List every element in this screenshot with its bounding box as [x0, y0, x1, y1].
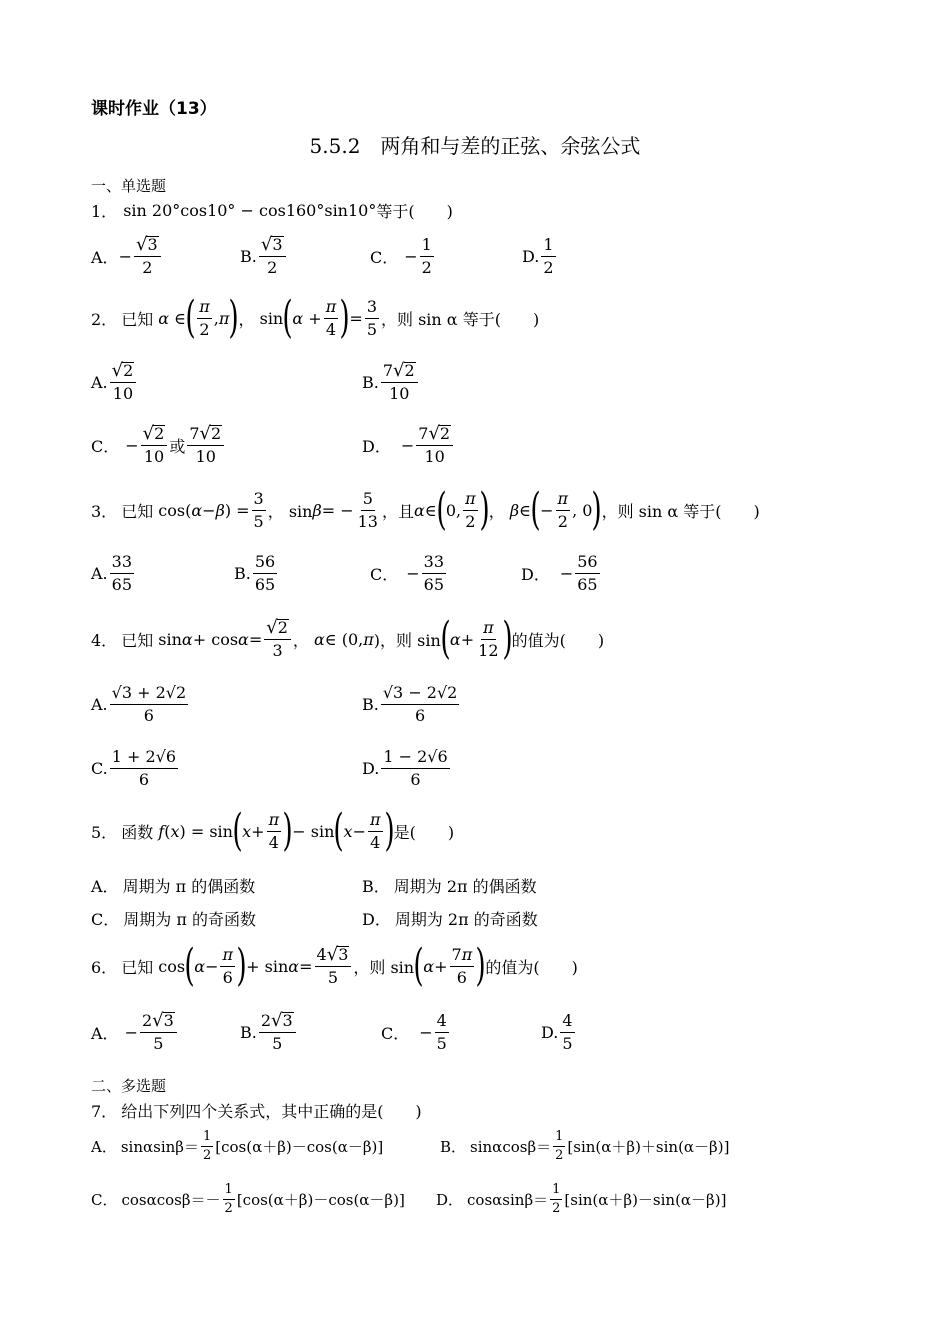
q1-option-a[interactable]: A． − √ 3 2: [91, 236, 163, 277]
q6-option-c[interactable]: C． − $\frac{4}{5}$: [381, 1011, 447, 1053]
q2-option-d[interactable]: D． − 7 √ 2 10: [362, 425, 455, 466]
q2-option-c[interactable]: C． − √ 2 10 或 7 √ 2 10: [91, 425, 226, 466]
q7-option-a[interactable]: A． sinαsinβ＝ $\frac{1}{2}$ [cos(α＋β)－cos(α－β)]: [91, 1129, 384, 1164]
section-single-choice: 一、单选题: [91, 177, 167, 195]
q6-option-b[interactable]: B. 2 √ 3 5: [240, 1012, 298, 1053]
q2-option-a[interactable]: A. √ 2 10: [91, 362, 138, 403]
q4-option-d[interactable]: D. $\frac{1 - 2√6}{6}$: [362, 747, 448, 789]
q3-option-c[interactable]: C． − $\frac{33}{65}$: [370, 552, 445, 594]
question-4: 4． 已知 sin α + cos α = √ 2 3 ， α ∈ (0, π )，则 sin ( α + $\frac{\pi}{12}$ ) 的值为( ): [91, 613, 605, 664]
q5-option-c[interactable]: C． 周期为 π 的奇函数: [91, 910, 256, 929]
question-2: 2． 已知 α ∈ ( $\frac{\pi}{2}$ , π ) ， sin ( α + $\frac{\pi}{4}$ ) = $\frac{3}{5}$ ，则 sin α 等于( ): [91, 292, 540, 343]
q6-option-d[interactable]: D. $\frac{4}{5}$: [541, 1011, 573, 1053]
q1-option-b[interactable]: B. √ 3 2: [240, 236, 288, 277]
q4-option-c[interactable]: C. $\frac{1 + 2√6}{6}$: [91, 747, 177, 789]
q3-option-d[interactable]: D． − $\frac{56}{65}$: [521, 552, 598, 594]
question-6: 6． 已知 cos ( α − $\frac{\pi}{6}$ ) + sin α = 4 √ 3 5 ，则 sin ( α + $\frac{7\pi}{6}$ ) 的值为( ): [91, 940, 578, 991]
q2-option-b[interactable]: B. 7 √ 2 10: [362, 362, 420, 403]
q5-option-b[interactable]: B． 周期为 2π 的偶函数: [362, 877, 537, 896]
q3-option-a[interactable]: A. $\frac{33}{65}$: [91, 552, 132, 594]
q5-option-a[interactable]: A． 周期为 π 的偶函数: [91, 877, 256, 896]
q7-option-b[interactable]: B． sinαcosβ＝ $\frac{1}{2}$ [sin(α＋β)＋sin(α－β)]: [440, 1129, 730, 1164]
q7-option-c[interactable]: C． cosαcosβ＝－ $\frac{1}{2}$ [cos(α＋β)－cos(α－β)]: [91, 1182, 405, 1217]
q1-option-d[interactable]: D. $\frac{1}{2}$: [522, 235, 554, 277]
question-5: 5． 函数 f ( x ) = sin ( x + $\frac{\pi}{4}$ ) − sin ( x − $\frac{\pi}{4}$ ) 是( ): [91, 805, 455, 856]
q6-option-a[interactable]: A． − 2 √ 3 5: [91, 1012, 179, 1053]
q5-option-d[interactable]: D． 周期为 2π 的奇函数: [362, 910, 538, 929]
q7-option-d[interactable]: D． cosαsinβ＝ $\frac{1}{2}$ [sin(α＋β)－sin(α－β)]: [436, 1182, 727, 1217]
question-7: 7． 给出下列四个关系式，其中正确的是( ): [91, 1102, 422, 1121]
homework-header: 课时作业（13）: [91, 99, 217, 119]
question-1: 1． sin 20°cos10° − cos160°sin10° 等于( ): [91, 201, 453, 221]
q3-option-b[interactable]: B. $\frac{56}{65}$: [234, 552, 276, 594]
question-3: 3． 已知 cos( α − β ) = $\frac{3}{5}$ ， sin β = − $\frac{5}{13}$ ，且 α ∈ ( 0, $\frac{\pi}{2}$ ) ， β ∈ ( − $\frac{\pi}{2}$ , 0 ) ，则 sin α 等于( ): [91, 484, 760, 535]
page-title: 5.5.2 两角和与差的正弦、余弦公式: [309, 134, 641, 158]
q1-option-c[interactable]: C． − $\frac{1}{2}$: [370, 235, 432, 277]
section-multi-choice: 二、多选题: [91, 1077, 167, 1095]
q4-option-a[interactable]: A. $\frac{√3 + 2√2}{6}$: [91, 683, 187, 725]
q4-option-b[interactable]: B. $\frac{√3 - 2√2}{6}$: [362, 683, 458, 725]
